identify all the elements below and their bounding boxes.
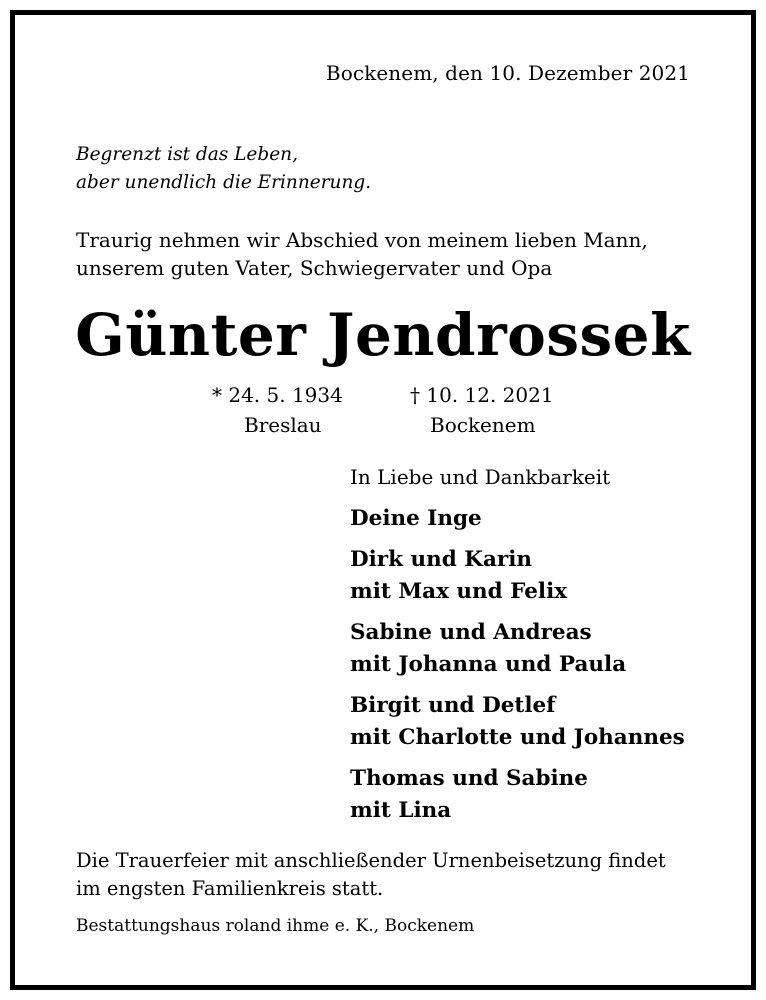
mourner-line: Deine Inge [350,506,482,531]
birth-place: Breslau [244,413,322,437]
death-date: † 10. 12. 2021 [410,383,554,407]
mourner-group [350,617,685,681]
undertaker-credit: Bestattungshaus roland ihme e. K., Bockenem [76,916,475,936]
mourner-line: Thomas und Sabine [350,766,588,791]
motto-quote [76,141,371,197]
mourner-line: Sabine und Andreas [350,620,592,645]
mourner-group [350,544,685,608]
mourner-group [350,503,685,535]
mourner-line: mit Max und Felix [350,579,568,604]
closing-phrase: In Liebe und Dankbarkeit [350,465,611,489]
mourner-line: Birgit und Detlef [350,693,556,718]
service-line: Die Trauerfeier mit anschließender Urnenbeisetzung findet [76,849,666,872]
death-place: Bockenem [430,413,536,437]
intro-line: unserem guten Vater, Schwiegervater und Opa [76,256,553,280]
deceased-name: Günter Jendrossek [75,301,691,369]
service-line: im engsten Familienkreis statt. [76,877,384,900]
motto-line: aber unendlich die Erinnerung. [76,172,372,193]
mourner-line: mit Lina [350,798,452,823]
mourner-group [350,690,685,754]
intro-line: Traurig nehmen wir Abschied von meinem lieben Mann, [76,228,648,252]
mourner-line: Dirk und Karin [350,547,533,572]
place-date: Bockenem, den 10. Dezember 2021 [325,61,690,85]
intro-text [76,226,648,282]
motto-line: Begrenzt ist das Leben, [76,144,298,165]
mourner-group [350,763,685,827]
mourner-line: mit Charlotte und Johannes [350,725,685,750]
mourners-block [350,463,685,836]
mourner-line: mit Johanna und Paula [350,652,627,677]
service-notice [76,847,666,903]
birth-date: * 24. 5. 1934 [212,383,343,407]
